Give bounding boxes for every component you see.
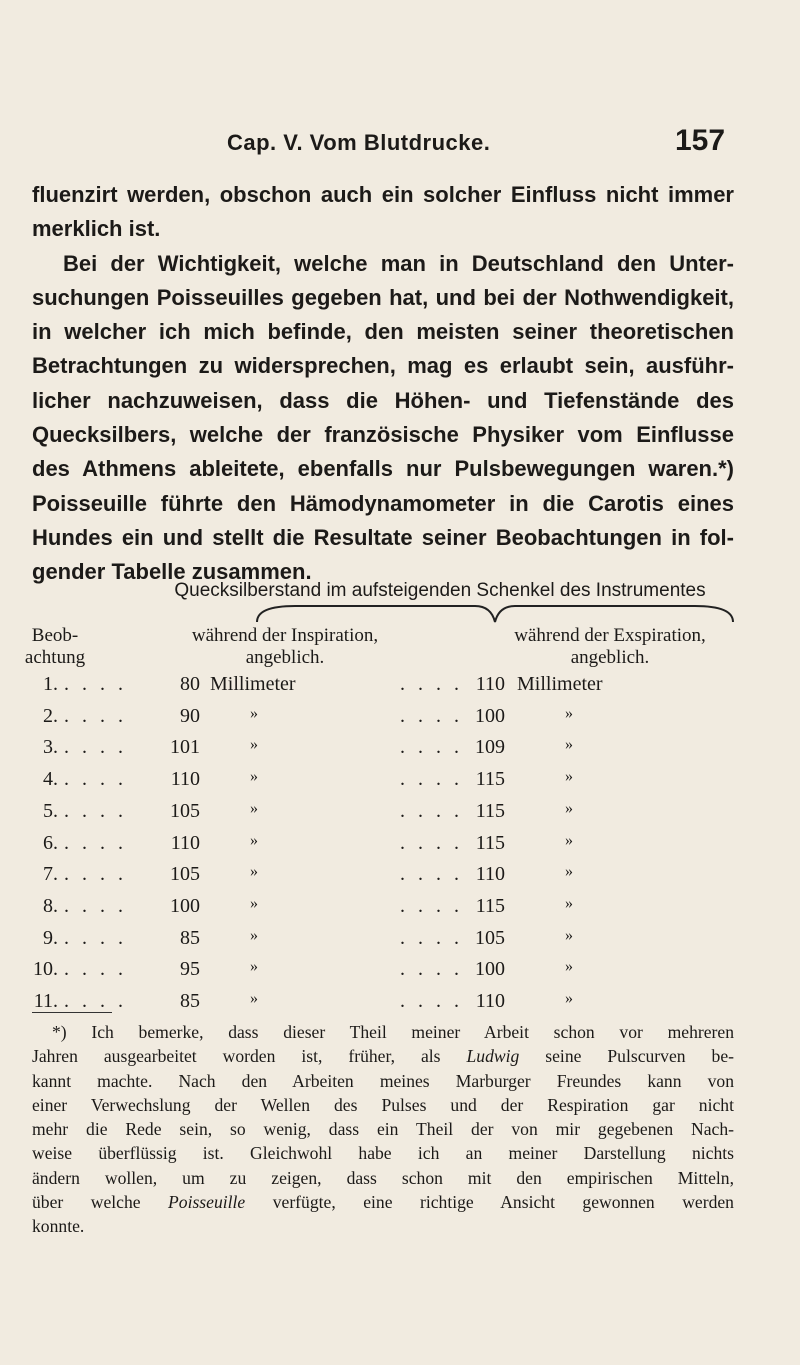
body-line: gender Tabelle zusammen.	[32, 559, 312, 585]
expiration-value: 115	[475, 799, 505, 822]
footnote-line: ändern wollen, um zu zeigen, dass schon mit den empirischen Mitteln,	[32, 1167, 734, 1188]
dot-leader: . . . .	[64, 831, 127, 854]
running-title: Cap. V. Vom Blutdrucke.	[227, 130, 491, 155]
column-header-inspiration	[160, 625, 410, 669]
observation-number: 4.	[43, 768, 58, 791]
dot-leader: . . . .	[400, 990, 463, 1012]
dot-leader: . . . .	[400, 958, 463, 981]
table-row	[30, 895, 770, 925]
footnote-line: konnte.	[32, 1216, 85, 1237]
dot-leader: . . . .	[400, 831, 463, 854]
ditto-mark: »	[565, 768, 573, 786]
dot-leader: . . . .	[400, 863, 463, 886]
dot-leader: . . . .	[64, 799, 127, 822]
expiration-value: 105	[475, 926, 505, 949]
expiration-value: 100	[475, 958, 505, 981]
expiration-value: 115	[475, 768, 505, 791]
ditto-mark: »	[565, 990, 573, 1007]
page-number: 157	[675, 124, 726, 157]
inspiration-value: 101	[170, 736, 200, 759]
ditto-mark: »	[565, 704, 573, 722]
footnote-line: kannt machte. Nach den Arbeiten meines Marburger Freundes kann von	[32, 1070, 734, 1091]
expiration-value: 115	[475, 894, 505, 917]
dot-leader: . . . .	[64, 990, 127, 1012]
inspiration-value: 80	[180, 673, 200, 695]
inspiration-value: 110	[170, 831, 200, 854]
footnote-line: mehr die Rede sein, so wenig, dass ein Theil der von mir gegebenen Nach-	[32, 1119, 734, 1140]
inspiration-value: 110	[170, 768, 200, 791]
table-row	[30, 990, 770, 1020]
italic-name: Ludwig	[466, 1046, 520, 1067]
inspiration-value: 105	[170, 863, 200, 886]
table-row	[30, 705, 770, 735]
table-row	[30, 958, 770, 988]
table-row	[30, 927, 770, 957]
expiration-value: 115	[475, 831, 505, 854]
header-line: achtung	[24, 647, 86, 668]
observation-number: 6.	[43, 831, 58, 854]
inspiration-value: 85	[180, 926, 200, 949]
body-line: Poisseuille führte den Hämodynamometer in die Carotis eines	[32, 490, 734, 516]
body-line: Hundes ein und stellt die Resultate seiner Beobachtungen in fol-	[32, 524, 734, 550]
body-line: Quecksilbers, welche der französische Physiker vom Einflusse	[32, 422, 734, 448]
ditto-mark: »	[250, 990, 258, 1007]
inspiration-value: 90	[180, 704, 200, 727]
observation-number: 5.	[43, 799, 58, 822]
ditto-mark: »	[250, 831, 258, 849]
inspiration-value: 100	[170, 894, 200, 917]
observation-number: 2.	[43, 704, 58, 727]
expiration-unit: Millimeter	[517, 673, 603, 695]
table-row	[30, 863, 770, 893]
footnote-line: einer Verwechslung der Wellen des Pulses und der Respiration gar nicht	[32, 1094, 734, 1115]
expiration-value: 109	[475, 736, 505, 759]
expiration-value: 110	[475, 673, 505, 695]
body-line: Betrachtungen zu widersprechen, mag es erlaubt sein, ausführ-	[32, 353, 734, 379]
inspiration-value: 85	[180, 990, 200, 1012]
table-row	[30, 736, 770, 766]
dot-leader: . . . .	[64, 863, 127, 886]
observation-number: 3.	[43, 736, 58, 759]
footnote-line: Jahren ausgearbeitet worden ist, früher, als Ludwig seine Pulscurven be-	[32, 1046, 734, 1067]
italic-name: Poisseuille	[168, 1192, 246, 1213]
body-line: in welcher ich mich befinde, den meisten seiner theoretischen	[32, 319, 734, 345]
observation-number: 9.	[43, 926, 58, 949]
inspiration-value: 95	[180, 958, 200, 981]
expiration-value: 110	[475, 990, 505, 1012]
body-line: suchungen Poisseuilles gegeben hat, und bei der Nothwendigkeit,	[32, 284, 734, 310]
body-line: fluenzirt werden, obschon auch ein solcher Einfluss nicht immer	[32, 182, 734, 207]
ditto-mark: »	[565, 926, 573, 944]
header-line: Beob-	[31, 625, 79, 646]
dot-leader: . . . .	[400, 894, 463, 917]
dot-leader: . . . .	[64, 673, 127, 695]
dot-leader: . . . .	[400, 926, 463, 949]
footnote-line: über welche Poisseuille verfügte, eine richtige Ansicht gewonnen werden	[32, 1192, 734, 1213]
dot-leader: . . . .	[64, 704, 127, 727]
body-line: des Athmens ableitete, ebenfalls nur Pulsbewegungen waren.*)	[32, 456, 734, 482]
dot-leader: . . . .	[64, 926, 127, 949]
expiration-value: 110	[475, 863, 505, 886]
ditto-mark: »	[250, 894, 258, 912]
observation-number: 11.	[33, 990, 58, 1012]
body-text	[32, 178, 734, 590]
footnote-line: *) Ich bemerke, dass dieser Theil meiner Arbeit schon vor mehreren	[52, 1022, 734, 1042]
ditto-mark: »	[565, 863, 573, 881]
observation-number: 8.	[43, 894, 58, 917]
dot-leader: . . . .	[64, 958, 127, 981]
column-header-observation	[20, 625, 90, 669]
table-row	[30, 832, 770, 862]
inspiration-unit: Millimeter	[210, 673, 296, 695]
ditto-mark: »	[250, 704, 258, 722]
header-line: während der Inspiration,	[191, 625, 379, 646]
inspiration-value: 105	[170, 799, 200, 822]
ditto-mark: »	[250, 863, 258, 881]
ditto-mark: »	[565, 958, 573, 976]
ditto-mark: »	[565, 799, 573, 817]
body-line: merklich ist.	[32, 216, 161, 242]
header-line: angeblich.	[570, 647, 650, 668]
footnote-rule	[32, 1012, 112, 1013]
ditto-mark: »	[250, 768, 258, 786]
observation-number: 7.	[43, 863, 58, 886]
body-line: Bei der Wichtigkeit, welche man in Deutschland den Unter-	[63, 250, 734, 276]
footnote	[32, 1020, 734, 1239]
dot-leader: . . . .	[400, 673, 463, 695]
table-caption: Quecksilberstand im aufsteigenden Schenkel des Instrumentes	[174, 580, 706, 601]
observation-number: 10.	[33, 958, 58, 981]
column-header-expiration	[470, 625, 750, 669]
table-row	[30, 800, 770, 830]
body-line: licher nachzuweisen, dass die Höhen- und Tiefenstände des	[32, 387, 734, 413]
table-row	[30, 768, 770, 798]
expiration-value: 100	[475, 704, 505, 727]
ditto-mark: »	[250, 926, 258, 944]
dot-leader: . . . .	[400, 704, 463, 727]
footnote-line: weise überflüssig ist. Gleichwohl habe ich an meiner Darstellung nichts	[32, 1143, 734, 1164]
ditto-mark: »	[250, 799, 258, 817]
ditto-mark: »	[250, 736, 258, 754]
dot-leader: . . . .	[400, 768, 463, 791]
table-row	[30, 673, 770, 703]
header-line: angeblich.	[245, 647, 325, 668]
page-header	[0, 124, 800, 160]
header-line: während der Exspiration,	[514, 625, 706, 646]
observation-number: 1.	[43, 673, 58, 695]
ditto-mark: »	[565, 736, 573, 754]
dot-leader: . . . .	[64, 768, 127, 791]
dot-leader: . . . .	[400, 736, 463, 759]
brace-decoration	[255, 600, 735, 626]
ditto-mark: »	[565, 831, 573, 849]
dot-leader: . . . .	[64, 894, 127, 917]
dot-leader: . . . .	[400, 799, 463, 822]
ditto-mark: »	[250, 958, 258, 976]
dot-leader: . . . .	[64, 736, 127, 759]
ditto-mark: »	[565, 894, 573, 912]
